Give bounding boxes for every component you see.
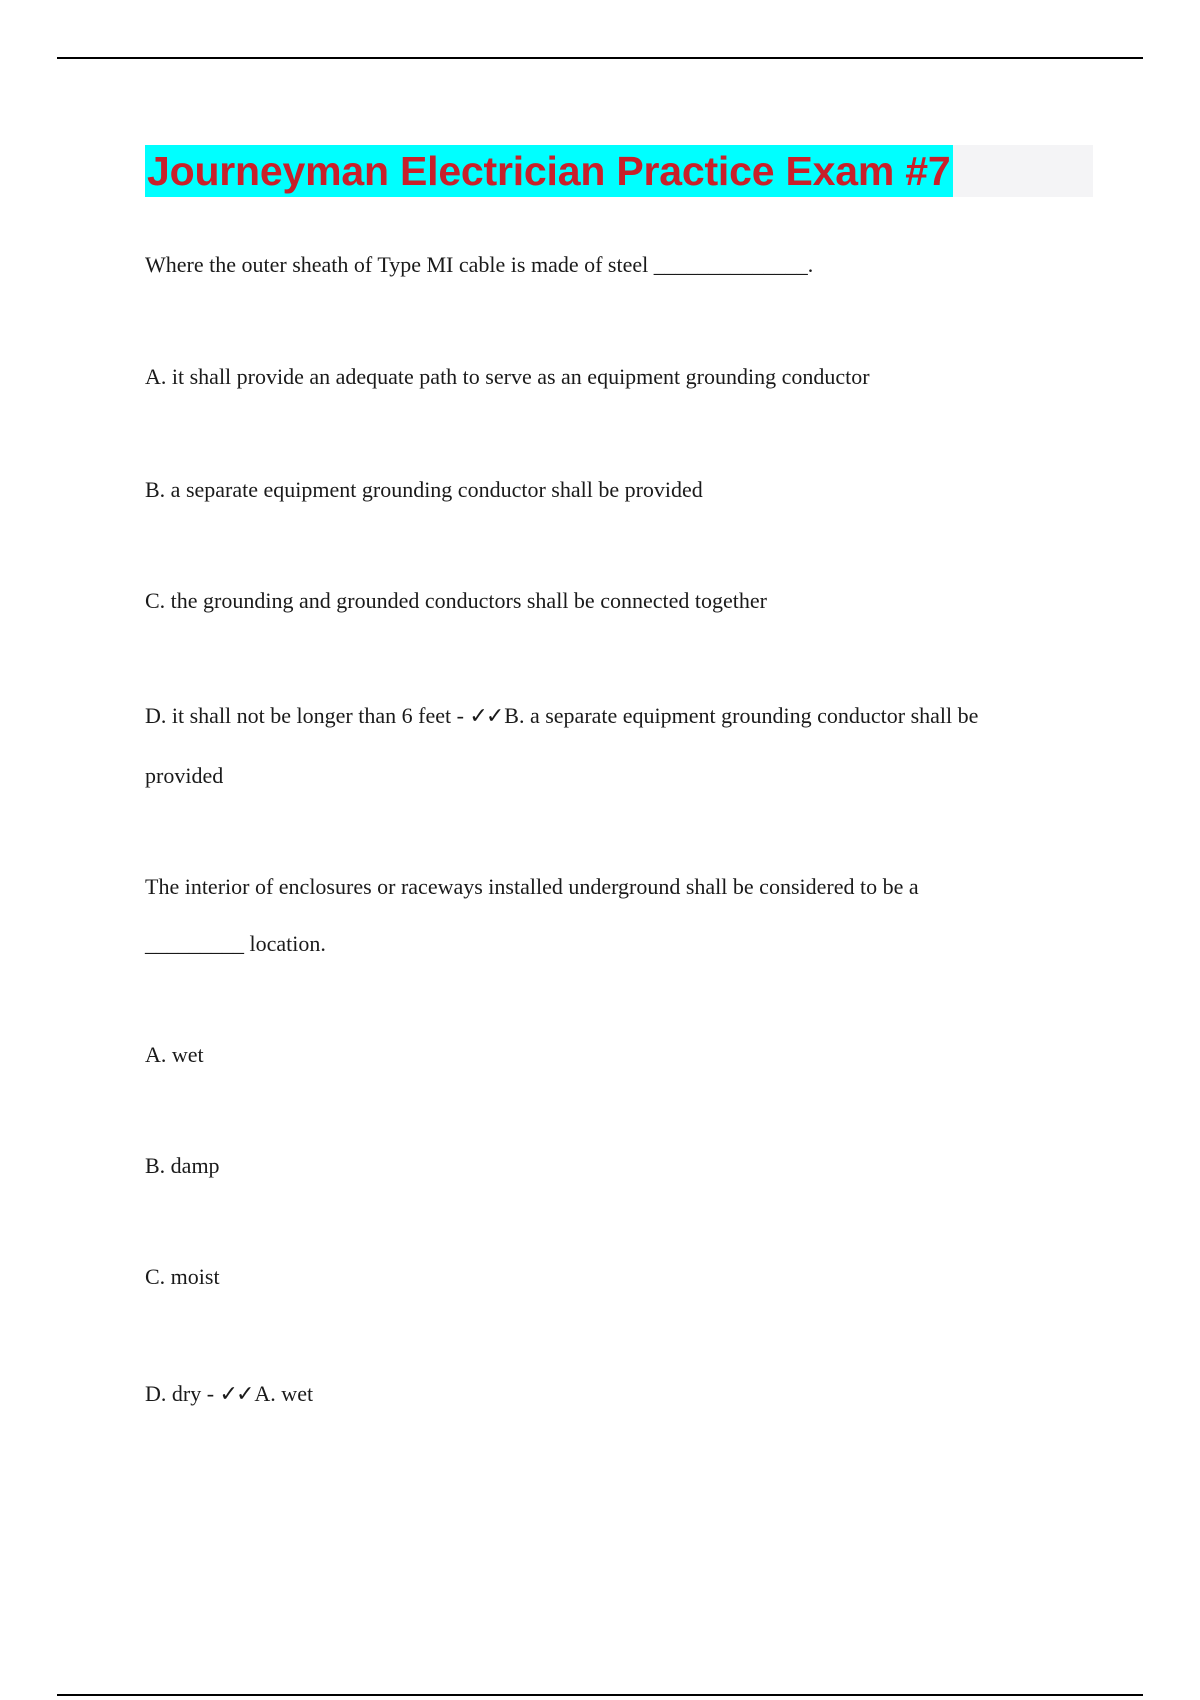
- question-1-option-b: B. a separate equipment grounding conductor shall be provided: [145, 477, 703, 502]
- question-1-option-c: C. the grounding and grounded conductors shall be connected together: [145, 588, 767, 613]
- question-1-option-d-with-answer: [145, 702, 978, 731]
- question-2-stem: The interior of enclosures or raceways installed underground shall be considered to be a: [145, 874, 919, 899]
- question-2-option-b: B. damp: [145, 1153, 220, 1178]
- check-mark-icon: ✓✓: [219, 1382, 253, 1407]
- question-1-option-d: D. it shall not be longer than 6 feet -: [145, 703, 470, 728]
- question-2-answer: A. wet: [254, 1381, 314, 1406]
- question-2-option-d-with-answer: [145, 1380, 313, 1409]
- bottom-rule: [57, 1694, 1143, 1696]
- question-2-option-a: A. wet: [145, 1042, 204, 1067]
- page-title: Journeyman Electrician Practice Exam #7: [145, 145, 953, 197]
- question-2-option-d: D. dry -: [145, 1381, 220, 1406]
- question-1-answer-continued: provided: [145, 763, 224, 788]
- question-2-option-c: C. moist: [145, 1264, 220, 1289]
- question-1-answer: B. a separate equipment grounding conductor shall be: [504, 703, 979, 728]
- check-mark-icon: ✓✓: [469, 704, 503, 729]
- top-rule: [57, 57, 1143, 59]
- question-1-stem: Where the outer sheath of Type MI cable is made of steel ______________.: [145, 252, 814, 277]
- title-band: [145, 145, 1093, 197]
- question-2-stem-continued: _________ location.: [145, 931, 326, 956]
- question-1-option-a: A. it shall provide an adequate path to serve as an equipment grounding conductor: [145, 364, 870, 389]
